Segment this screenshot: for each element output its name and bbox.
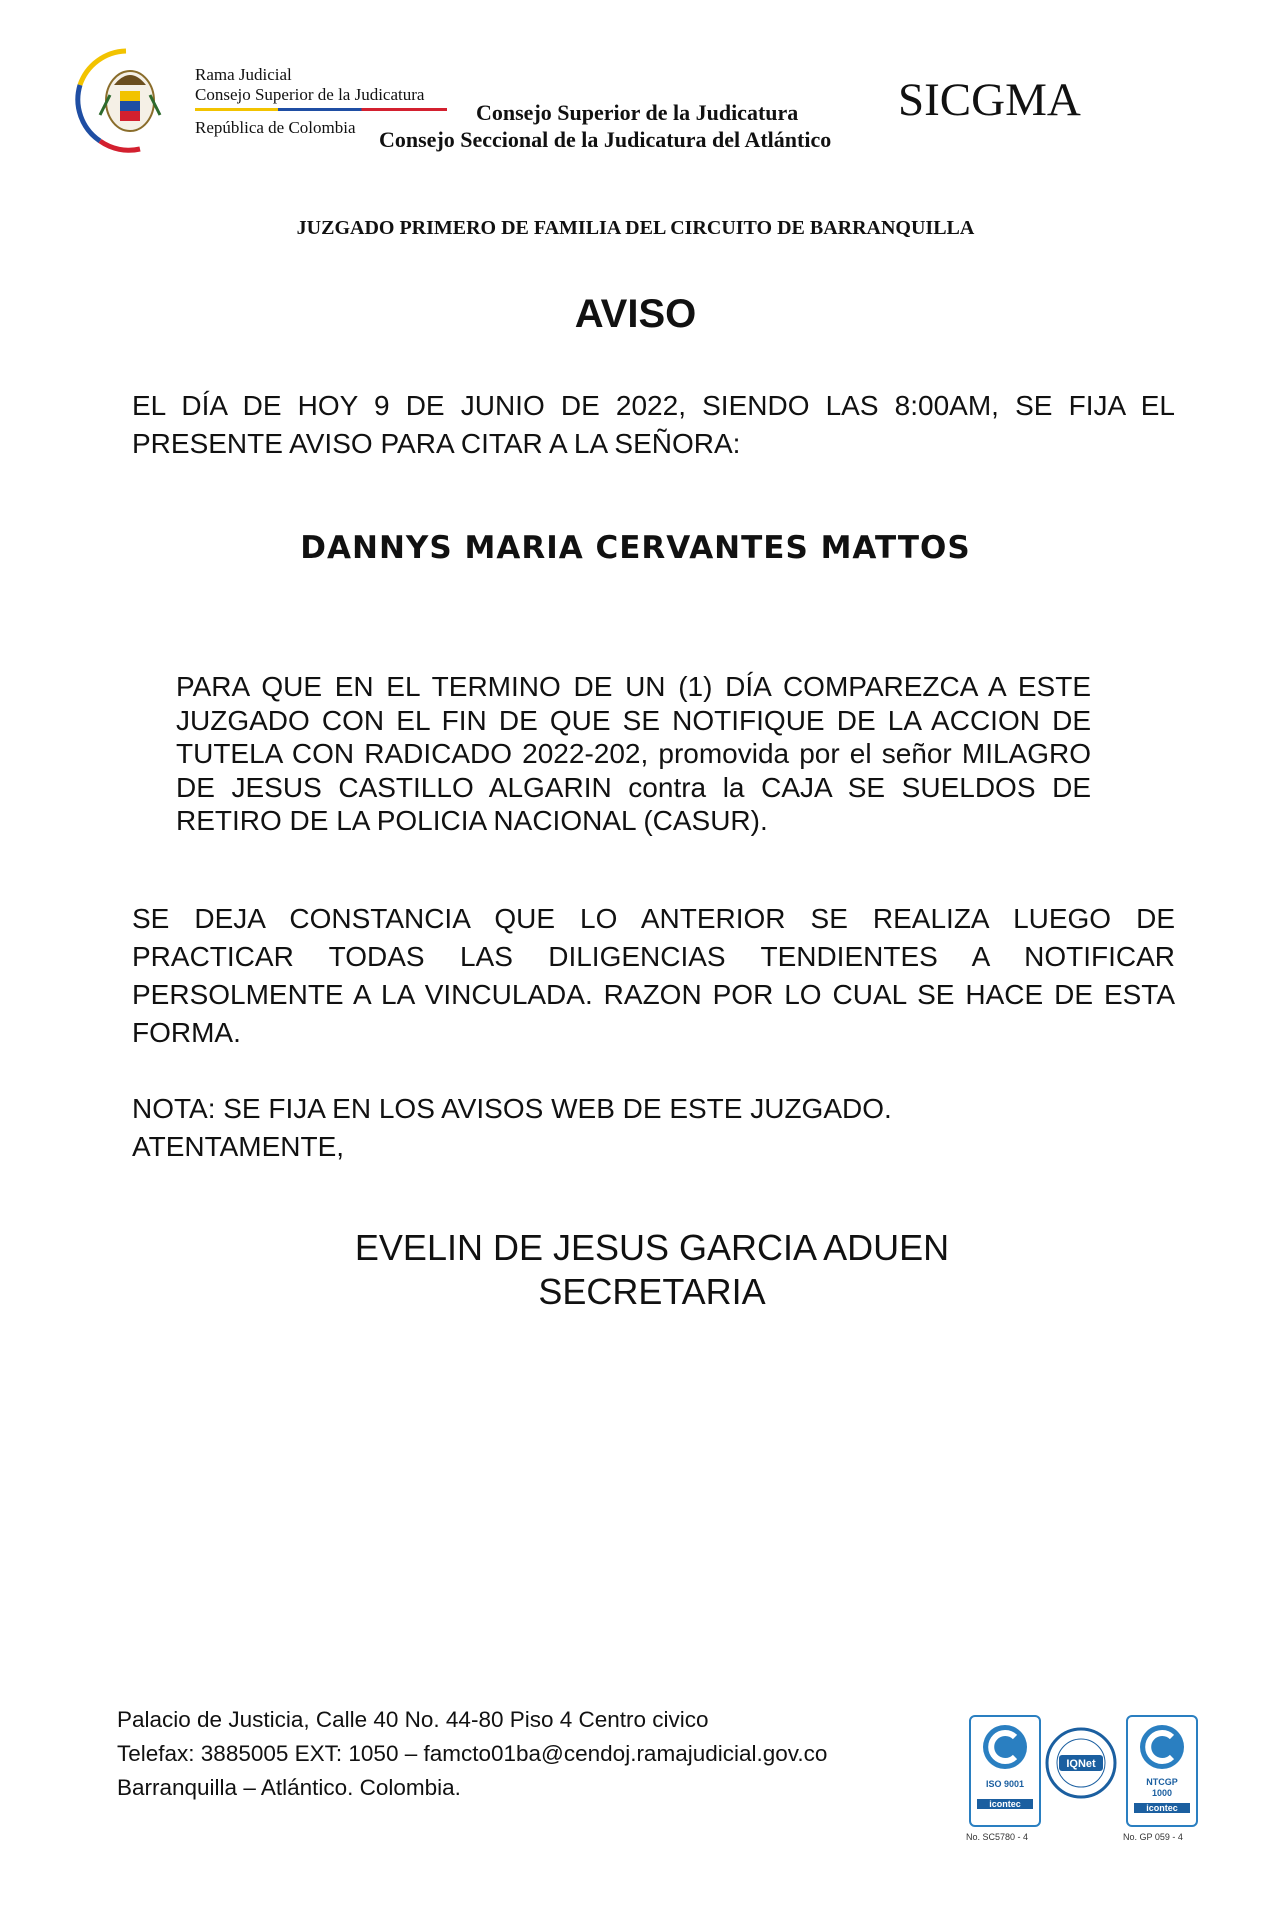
icontec-icon <box>1128 1717 1196 1777</box>
note-line: NOTA: SE FIJA EN LOS AVISOS WEB DE ESTE JUZGADO. <box>132 1093 892 1124</box>
signatory-name: EVELIN DE JESUS GARCIA ADUEN <box>354 1227 950 1268</box>
notice-title: AVISO <box>574 292 697 336</box>
colombia-judicial-seal-icon <box>70 45 182 157</box>
iso-certificate-number: No. SC5780 - 4 <box>966 1832 1029 1842</box>
signatory-role: SECRETARIA <box>538 1271 766 1312</box>
court-name: JUZGADO PRIMERO DE FAMILIA DEL CIRCUITO DE BARRANQUILLA <box>296 217 975 239</box>
ntcgp-1000-certification-badge <box>1126 1715 1198 1827</box>
icontec-label: icontec <box>1134 1803 1190 1813</box>
summons-paragraph: PARA QUE EN EL TERMINO DE UN (1) DÍA COMPAREZCA A ESTE JUZGADO CON EL FIN DE QUE SE NOTIFIQUE DE LA ACCION DE TUTELA CON RADICADO 2022-202, promovida por el señor MILAGRO DE JESUS CASTILLO ALGARIN contra la CAJA SE SUELDOS DE RETIRO DE LA POLICIA NACIONAL (CASUR). <box>176 671 1091 836</box>
consejo-superior-label: Consejo Superior de la Judicatura <box>195 85 425 104</box>
icontec-label: icontec <box>977 1799 1033 1809</box>
intro-paragraph: EL DÍA DE HOY 9 DE JUNIO DE 2022, SIENDO LAS 8:00AM, SE FIJA EL PRESENTE AVISO PARA CITAR A LA SEÑORA: <box>132 390 1175 459</box>
ntcgp-certificate-number: No. GP 059 - 4 <box>1123 1832 1183 1842</box>
republica-label: República de Colombia <box>195 118 356 137</box>
flag-divider <box>195 108 447 111</box>
constancia-paragraph: SE DEJA CONSTANCIA QUE LO ANTERIOR SE REALIZA LUEGO DE PRACTICAR TODAS LAS DILIGENCIAS TENDIENTES A NOTIFICAR PERSOLMENTE A LA VINCULADA. RAZON POR LO CUAL SE HACE DE ESTA FORMA. <box>132 903 1175 1048</box>
iqnet-certification-icon <box>1045 1727 1117 1799</box>
council-title: Consejo Superior de la Judicatura <box>476 100 799 125</box>
sectional-council-title: Consejo Seccional de la Judicatura del Atlántico <box>379 127 832 152</box>
footer-contact: Telefax: 3885005 EXT: 1050 – famcto01ba@cendoj.ramajudicial.gov.co <box>117 1741 828 1766</box>
icontec-icon <box>971 1717 1039 1777</box>
iqnet-label: IQNet <box>1066 1758 1096 1770</box>
ntcgp-label: NTCGP 1000 <box>1146 1777 1178 1798</box>
system-name: SICGMA <box>898 74 1081 126</box>
iso-9001-label: ISO 9001 <box>985 1779 1025 1789</box>
footer-city: Barranquilla – Atlántico. Colombia. <box>117 1775 461 1800</box>
closing-line: ATENTAMENTE, <box>132 1131 345 1162</box>
rama-judicial-label: Rama Judicial <box>195 65 292 84</box>
iso-9001-certification-badge <box>969 1715 1041 1827</box>
cited-person-name: DANNYS MARIA CERVANTES MATTOS <box>300 530 971 566</box>
footer-address: Palacio de Justicia, Calle 40 No. 44-80 Piso 4 Centro civico <box>117 1707 709 1732</box>
